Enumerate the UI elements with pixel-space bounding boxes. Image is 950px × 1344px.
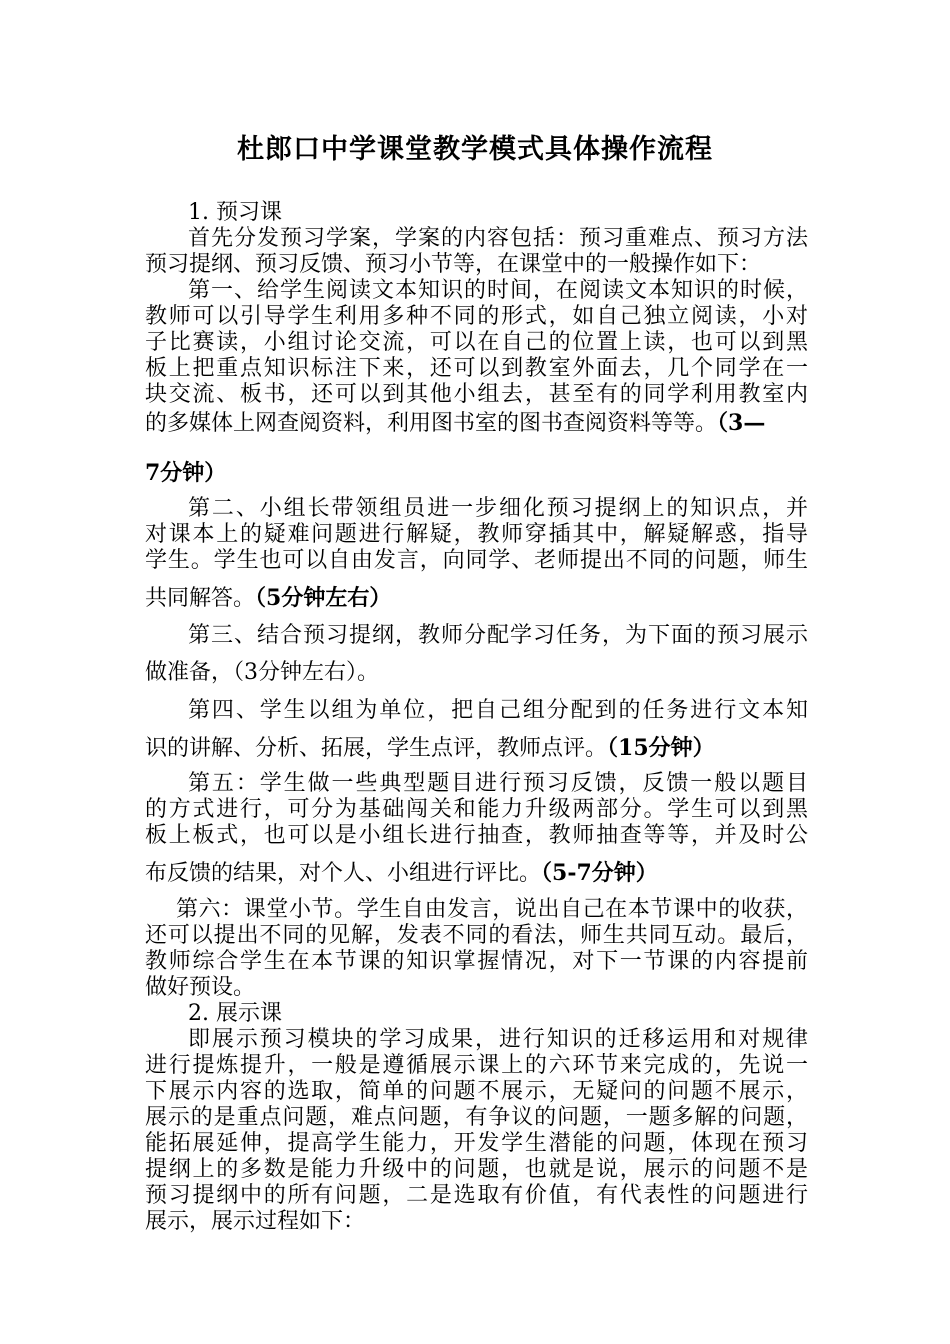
text-line: 第五：学生做一些典型题目进行预习反馈，反馈一般以题目 <box>188 771 808 796</box>
text-line <box>145 860 808 886</box>
text-line: 做准备，（3分钟左右）。 <box>145 660 379 685</box>
time-note: （3— <box>717 410 766 436</box>
time-note: （5-7分钟） <box>541 860 658 886</box>
text-line: 即展示预习模块的学习成果，进行知识的迁移运用和对规律 <box>188 1027 808 1052</box>
text-line: 教师综合学生在本节课的知识掌握情况，对下一节课的内容提前 <box>145 949 808 974</box>
text-line: 第二、小组长带领组员进一步细化预习提纲上的知识点，并 <box>188 496 808 521</box>
text-line <box>145 585 808 611</box>
text-line: 的方式进行，可分为基础闯关和能力升级两部分。学生可以到黑 <box>145 797 808 822</box>
text-segment: 共同解答。 <box>145 586 256 611</box>
text-line: 还可以提出不同的见解，发表不同的看法，师生共同互动。最后， <box>145 923 808 948</box>
text-line: 展示，展示过程如下： <box>145 1209 366 1234</box>
text-line: 进行提炼提升，一般是遵循展示课上的六环节来完成的，先说一 <box>145 1053 808 1078</box>
text-line: 板上板式，也可以是小组长进行抽查，教师抽查等等，并及时公 <box>145 823 808 848</box>
text-line: 教师可以引导学生利用多种不同的形式，如自己独立阅读，小对 <box>145 304 808 329</box>
text-line: 提纲上的多数是能力升级中的问题，也就是说，展示的问题不是 <box>145 1157 808 1182</box>
text-line: 第三、结合预习提纲，教师分配学习任务，为下面的预习展示 <box>188 623 808 648</box>
text-line: 能拓展延伸，提高学生能力，开发学生潜能的问题，体现在预习 <box>145 1131 808 1156</box>
text-line: 下展示内容的选取，简单的问题不展示，无疑问的问题不展示， <box>145 1079 808 1104</box>
text-line: 学生。学生也可以自由发言，向同学、老师提出不同的问题，师生 <box>145 548 808 573</box>
section-heading-display: 2. 展示课 <box>188 1001 282 1026</box>
text-line <box>145 410 808 436</box>
time-note <box>145 460 808 486</box>
text-line <box>145 735 808 761</box>
time-note-text: 7分钟） <box>145 460 227 486</box>
time-note: （5分钟左右） <box>255 585 392 611</box>
document-title: 杜郎口中学课堂教学模式具体操作流程 <box>237 134 713 165</box>
section-heading-preview: 1. 预习课 <box>188 200 282 225</box>
text-line: 第四、学生以组为单位，把自己组分配到的任务进行文本知 <box>188 698 808 723</box>
time-note: （15分钟） <box>607 735 715 761</box>
text-line: 块交流、板书，还可以到其他小组去，甚至有的同学利用教室内 <box>145 382 808 407</box>
text-line: 展示的是重点问题，难点问题，有争议的问题，一题多解的问题， <box>145 1105 808 1130</box>
text-line: 首先分发预习学案，学案的内容包括：预习重难点、预习方法 <box>188 226 808 251</box>
text-line: 预习提纲中的所有问题，二是选取有价值，有代表性的问题进行 <box>145 1183 808 1208</box>
text-line: 子比赛读，小组讨论交流，可以在自己的位置上读，也可以到黑 <box>145 330 808 355</box>
text-segment: 布反馈的结果，对个人、小组进行评比。 <box>145 861 542 886</box>
text-segment: 识的讲解、分析、拓展，学生点评，教师点评。 <box>145 736 608 761</box>
text-line: 对课本上的疑难问题进行解疑，教师穿插其中，解疑解惑，指导 <box>145 522 808 547</box>
text-line: 板上把重点知识标注下来，还可以到教室外面去，几个同学在一 <box>145 356 808 381</box>
text-segment: 的多媒体上网查阅资料，利用图书室的图书查阅资料等等。 <box>145 411 718 436</box>
text-line: 做好预设。 <box>145 975 256 1000</box>
text-line: 第六：课堂小节。学生自由发言，说出自己在本节课中的收获， <box>176 897 808 922</box>
text-line: 第一、给学生阅读文本知识的时间，在阅读文本知识的时候， <box>188 278 808 303</box>
text-line: 预习提纲、预习反馈、预习小节等，在课堂中的一般操作如下： <box>145 252 762 277</box>
